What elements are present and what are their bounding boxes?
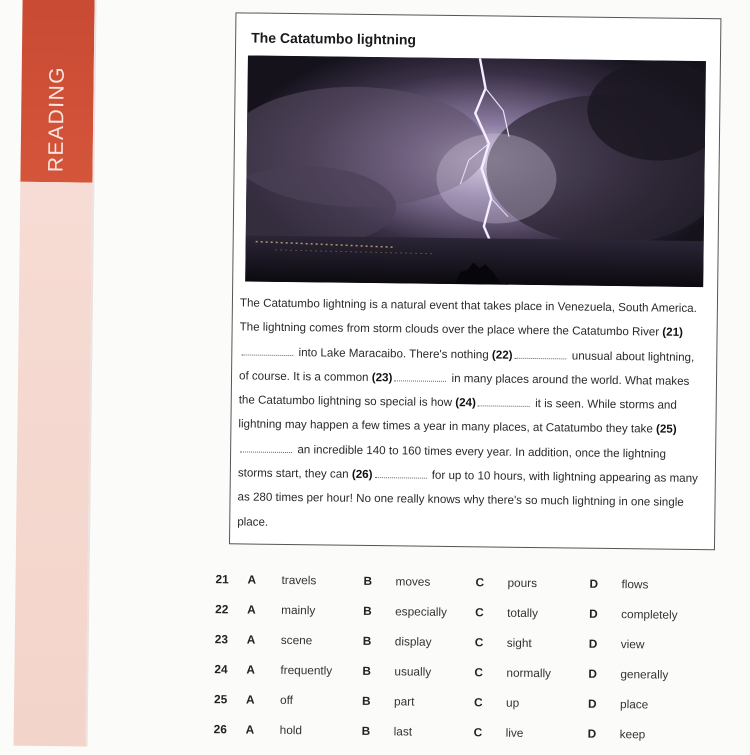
option-b[interactable]: part xyxy=(393,694,415,709)
option-c[interactable]: pours xyxy=(507,575,538,591)
section-tab xyxy=(20,0,94,183)
gap-blank[interactable] xyxy=(394,370,446,382)
lightning-photo xyxy=(245,55,706,287)
article-title: The Catatumbo lightning xyxy=(251,29,417,48)
option-c[interactable]: totally xyxy=(507,605,539,621)
option-a[interactable]: frequently xyxy=(280,662,333,678)
option-letter-c: C xyxy=(473,725,483,740)
option-letter-a: A xyxy=(247,602,256,617)
option-letter-d: D xyxy=(588,666,598,681)
option-letter-c: C xyxy=(474,635,484,650)
gap-blank[interactable] xyxy=(374,467,426,479)
option-c[interactable]: sight xyxy=(506,635,532,650)
passage-text: it is seen. While storms and lightning may happen a few times a year in many places, at Catatumbo they take xyxy=(238,397,677,436)
passage-text: The Catatumbo lightning is a natural event that takes place in Venezuela, South America. The lightning comes from storm clouds over the place where the Catatumbo River xyxy=(239,296,697,339)
option-letter-b: B xyxy=(363,573,373,589)
option-d[interactable]: completely xyxy=(621,607,678,622)
answer-options xyxy=(208,566,710,752)
option-letter-d: D xyxy=(589,606,598,621)
question-number: 26 xyxy=(213,722,227,737)
option-letter-b: B xyxy=(362,663,372,679)
option-b[interactable]: display xyxy=(394,634,432,649)
gap-number: (25) xyxy=(655,422,677,437)
option-letter-d: D xyxy=(589,576,599,591)
option-d[interactable]: keep xyxy=(619,727,646,742)
question-number: 23 xyxy=(214,632,229,647)
option-a[interactable]: travels xyxy=(281,572,317,588)
option-b[interactable]: moves xyxy=(395,574,431,589)
option-letter-a: A xyxy=(246,662,256,677)
gap-number: (24) xyxy=(455,396,476,410)
gap-number: (21) xyxy=(662,325,684,340)
option-c[interactable]: up xyxy=(505,695,520,710)
gap-number: (22) xyxy=(491,348,513,362)
passage-text: for up to 10 hours, with lightning appearing as many as 280 times per hour! No one really knows why there's so much lightning in one single place. xyxy=(237,468,698,529)
question-row xyxy=(208,716,708,752)
gap-blank[interactable] xyxy=(478,396,530,408)
article-passage xyxy=(237,291,702,540)
option-a[interactable]: scene xyxy=(280,632,313,648)
gap-number: (23) xyxy=(371,370,393,385)
article-box xyxy=(229,12,721,550)
question-number: 22 xyxy=(215,602,229,617)
option-letter-b: B xyxy=(361,693,371,709)
option-d[interactable]: view xyxy=(620,637,645,652)
option-b[interactable]: last xyxy=(393,724,413,739)
gap-number: (26) xyxy=(351,467,373,482)
section-tab-label: READING xyxy=(44,65,69,173)
option-b[interactable]: especially xyxy=(395,604,448,619)
option-letter-c: C xyxy=(473,695,483,710)
option-letter-d: D xyxy=(588,636,598,651)
option-d[interactable]: flows xyxy=(621,577,649,592)
option-b[interactable]: usually xyxy=(394,664,432,679)
option-d[interactable]: place xyxy=(619,697,649,712)
option-letter-a: A xyxy=(245,722,255,737)
option-c[interactable]: normally xyxy=(506,665,552,681)
option-d[interactable]: generally xyxy=(620,667,669,682)
option-letter-a: A xyxy=(246,692,255,707)
question-number: 24 xyxy=(214,662,228,677)
option-letter-d: D xyxy=(587,696,597,711)
question-number: 25 xyxy=(214,692,228,707)
passage-text: into Lake Maracaibo. There's nothing xyxy=(295,345,493,362)
passage-text: an incredible 140 to 160 times every year. In addition, once the lightning storms start, they can xyxy=(237,442,667,481)
passage-text: in many places around the world. What makes the Catatumbo lightning so special is how xyxy=(238,371,690,410)
option-letter-b: B xyxy=(363,603,372,619)
gap-blank[interactable] xyxy=(241,344,293,356)
passage-text: unusual about lightning, of course. It is a common xyxy=(238,349,695,384)
option-a[interactable]: hold xyxy=(279,722,303,738)
option-letter-b: B xyxy=(361,723,371,739)
option-letter-a: A xyxy=(246,632,256,647)
option-letter-c: C xyxy=(475,605,484,620)
option-a[interactable]: mainly xyxy=(281,602,316,618)
gap-blank[interactable] xyxy=(240,441,292,453)
side-strip xyxy=(14,182,93,747)
option-letter-b: B xyxy=(362,633,372,649)
option-letter-d: D xyxy=(587,726,597,741)
option-letter-c: C xyxy=(475,575,485,590)
option-c[interactable]: live xyxy=(505,725,524,740)
gap-blank[interactable] xyxy=(515,347,567,359)
option-letter-a: A xyxy=(247,572,257,587)
option-letter-c: C xyxy=(474,665,484,680)
option-a[interactable]: off xyxy=(279,692,294,708)
question-number: 21 xyxy=(215,572,229,587)
